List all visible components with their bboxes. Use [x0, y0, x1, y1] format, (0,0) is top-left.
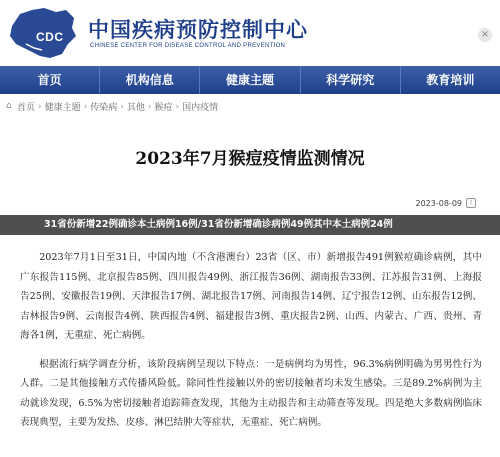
nav-item-home[interactable]: 首页: [0, 66, 100, 94]
article-paragraph: 2023年7月1日至31日，中国内地（不含港澳台）23省（区、市）新增报告491例猴痘确诊病例，其中广东报告115例、北京报告85例、四川报告49例、浙江报告36例、湖南报告33例、江苏报告31例、上海报告25例、安徽报告19例、天津报告17例、湖北报告17例、河南报告14例、辽宁报告12例、山东报告12例、吉林报告9例、云南报告4例、陕西报告4例、福建报告3例、重庆报告2例、山西、内蒙古、广西、贵州、青海各1例，无重症、死亡病例。: [20, 252, 482, 341]
site-title[interactable]: 中国疾病预防控制中心: [88, 18, 308, 42]
nav-item-research[interactable]: 科学研究: [301, 66, 401, 94]
breadcrumb-separator: ›: [38, 101, 42, 112]
breadcrumb-separator: ›: [175, 101, 180, 112]
breadcrumb-separator: ›: [120, 101, 124, 112]
logo-text: CDC: [36, 30, 64, 44]
article-paragraph: 根据流行病学调查分析，该阶段病例呈现以下特点：一是病例均为男性，96.3%病例明确为男男性行为人群。二是其他接触方式传播风险低。除同性性接触以外的密切接触者均未发生感染。三是89.2%病例为主动就诊发现，6.5%为密切接触者追踪筛查发现，其他为主动报告和主动筛查等发现。四是绝大多数病例临床表现典型，主要为发热、皮疹、淋巴结肿大等症状，无重症、死亡病例。: [20, 358, 482, 428]
breadcrumb-item-domestic[interactable]: 国内疫情: [182, 103, 219, 113]
breadcrumb-separator: ›: [83, 101, 88, 112]
site-header: [0, 0, 500, 66]
main-nav: [0, 66, 500, 94]
breadcrumb-item-mpox[interactable]: 猴痘: [154, 103, 173, 113]
share-icon[interactable]: ⇪: [466, 198, 476, 208]
breadcrumb-item-infectious-disease[interactable]: 传染病: [90, 103, 118, 113]
page-title: 2023年7月猴痘疫情监测情况: [135, 149, 365, 169]
close-icon[interactable]: ×: [478, 28, 492, 42]
nav-item-health-topics[interactable]: 健康主题: [200, 66, 300, 94]
site-subtitle: CHINESE CENTER FOR DISEASE CONTROL AND PREVENTION: [90, 43, 286, 49]
nav-item-education[interactable]: 教育培训: [426, 73, 475, 87]
breadcrumb-item-home[interactable]: 首页: [17, 103, 36, 113]
news-ticker-banner[interactable]: 31省份新增22例确诊本土病例16例/31省份新增确诊病例49例其中本土病例24例: [0, 215, 500, 235]
breadcrumb-item-other[interactable]: 其他: [126, 103, 145, 113]
home-icon[interactable]: ⌂: [6, 101, 12, 111]
nav-item-organization[interactable]: 机构信息: [100, 66, 200, 94]
breadcrumb-item-health-topics[interactable]: 健康主题: [44, 103, 81, 113]
publish-date: 2023-08-09: [415, 199, 462, 208]
article-body: [20, 248, 482, 442]
breadcrumb-separator: ›: [147, 101, 152, 112]
breadcrumb: [6, 100, 218, 113]
